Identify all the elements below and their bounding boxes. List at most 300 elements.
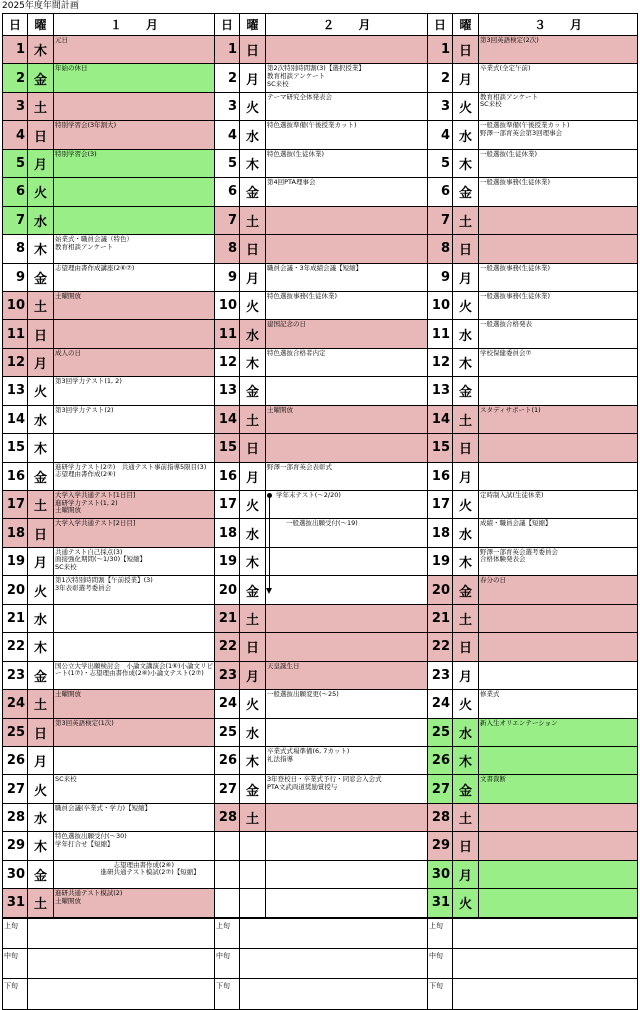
weekday-label: 火 <box>453 889 479 916</box>
day-number: 12 <box>428 349 453 376</box>
day-row <box>3 434 214 462</box>
event-text: 土曜開放 <box>55 690 81 699</box>
event-text: 定時制入試(生徒休業) <box>480 491 544 499</box>
day-row <box>428 832 637 860</box>
weekday-label: 金 <box>240 178 266 205</box>
day-number: 29 <box>3 832 28 859</box>
event-text: 成績・職員会議【短縮】 <box>480 519 552 528</box>
day-row <box>428 36 637 64</box>
day-number: 10 <box>3 292 28 319</box>
day-row <box>428 292 637 320</box>
event-text: スタディサポート(1) <box>480 405 541 414</box>
day-row <box>428 377 637 405</box>
weekday-label: 水 <box>28 605 54 632</box>
event-text <box>479 747 637 774</box>
event-text <box>266 36 427 63</box>
day-row <box>3 804 214 832</box>
day-row <box>215 662 427 690</box>
period-label: 中旬 <box>3 949 28 978</box>
weekday-label: 金 <box>453 576 479 603</box>
day-number: 6 <box>215 178 240 205</box>
day-number: 14 <box>428 406 453 433</box>
period-row <box>215 949 427 979</box>
day-row <box>215 235 427 263</box>
day-number: 26 <box>428 747 453 774</box>
weekday-label: 木 <box>28 832 54 859</box>
weekday-label: 水 <box>453 121 479 148</box>
period-row <box>428 919 637 949</box>
weekday-label: 金 <box>240 576 266 603</box>
event-text <box>266 605 427 632</box>
period-label: 中旬 <box>215 949 240 978</box>
day-number: 30 <box>428 861 453 888</box>
day-row <box>215 463 427 491</box>
day-number: 19 <box>428 548 453 575</box>
event-text: テーマ研究全体発表会 <box>267 92 332 101</box>
event-text: 一般選抜合格発表 <box>480 320 532 329</box>
day-row <box>215 93 427 121</box>
day-number: 2 <box>215 64 240 91</box>
month-header <box>428 14 637 36</box>
day-number: 21 <box>215 605 240 632</box>
day-row <box>3 519 214 547</box>
event-text: 学校保健委員会⑦ <box>480 348 532 357</box>
event-text: 第3回英語検定(2次) <box>480 36 539 44</box>
weekday-label: 火 <box>453 93 479 120</box>
event-text: 第3回学力テスト(2) <box>55 405 114 414</box>
day-number: 30 <box>3 861 28 888</box>
day-number: 19 <box>215 548 240 575</box>
weekday-label: 日 <box>240 434 266 461</box>
weekday-label: 土 <box>28 690 54 717</box>
day-row <box>215 832 427 860</box>
month-header <box>215 14 427 36</box>
day-number: 9 <box>428 264 453 291</box>
day-row <box>428 93 637 121</box>
day-row <box>428 747 637 775</box>
period-notes-cell <box>453 949 637 978</box>
day-number: 23 <box>3 662 28 689</box>
day-number: 21 <box>428 605 453 632</box>
event-text <box>479 662 637 689</box>
weekday-label: 水 <box>28 804 54 831</box>
day-row <box>428 804 637 832</box>
day-number: 9 <box>3 264 28 291</box>
weekday-label: 水 <box>240 719 266 746</box>
event-text <box>479 861 637 888</box>
weekday-label: 水 <box>240 519 266 546</box>
event-text: 第1次特別時間割【午前授業】(3) 3年表彰選考委員会 <box>55 576 153 592</box>
document-title: 2025年度年間計画 <box>2 1 79 11</box>
day-number: 3 <box>215 93 240 120</box>
event-text: 一般選抜準備(午後授業カット) 野澤一部育英会第3回理事会 <box>480 121 570 137</box>
day-row <box>215 519 427 547</box>
event-text: 国公立大学出願検討会 小論文講演会(1⑥)小論文リピート(1⑦)・志望理由書作成(2⑥)小論文テスト(2⑦) <box>55 661 214 678</box>
month-column-2 <box>215 14 428 918</box>
weekday-label: 火 <box>453 690 479 717</box>
day-row <box>3 406 214 434</box>
day-row <box>3 207 214 235</box>
period-label: 下旬 <box>215 979 240 1009</box>
weekday-header: 曜 <box>28 14 54 35</box>
period-notes-cell <box>240 919 427 948</box>
day-row <box>215 804 427 832</box>
weekday-label: 月 <box>28 747 54 774</box>
period-row <box>428 949 637 979</box>
day-row <box>215 861 427 889</box>
event-text: 春分の日 <box>480 576 506 585</box>
event-text: 天皇誕生日 <box>267 661 300 670</box>
event-text: 第4回PTA理事会 <box>267 178 316 187</box>
event-text: 志望理由書作成講座(2⑥⑦) <box>55 263 135 272</box>
day-row <box>428 121 637 149</box>
event-text: 第3回学力テスト(1, 2) <box>55 377 122 386</box>
weekday-label: 木 <box>28 235 54 262</box>
day-number: 2 <box>428 64 453 91</box>
weekday-label: 火 <box>240 93 266 120</box>
event-text: 元日 <box>55 36 68 44</box>
event-text <box>266 889 427 916</box>
event-text <box>266 633 427 660</box>
day-row <box>215 434 427 462</box>
weekday-label: 金 <box>240 775 266 802</box>
day-number <box>215 832 240 859</box>
event-text <box>479 889 637 916</box>
day-number: 20 <box>428 576 453 603</box>
weekday-label: 月 <box>453 861 479 888</box>
day-row <box>3 178 214 206</box>
day-number: 8 <box>3 235 28 262</box>
event-text <box>266 434 427 461</box>
day-row <box>3 548 214 576</box>
day-row <box>215 889 427 917</box>
day-number: 14 <box>215 406 240 433</box>
calendar-table <box>2 13 638 1010</box>
day-row <box>215 150 427 178</box>
day-row <box>3 264 214 292</box>
weekday-label: 土 <box>453 406 479 433</box>
event-text <box>479 605 637 632</box>
weekday-label: 木 <box>28 36 54 63</box>
weekday-label: 日 <box>28 121 54 148</box>
weekday-label: 月 <box>240 662 266 689</box>
weekday-label: 日 <box>240 633 266 660</box>
event-text: 土曜開放 <box>55 291 81 300</box>
weekday-label: 水 <box>240 121 266 148</box>
day-row <box>3 320 214 348</box>
event-text: 職員会議・3年成績会議【短縮】 <box>267 263 363 272</box>
day-row <box>215 178 427 206</box>
weekday-label: 金 <box>28 264 54 291</box>
weekday-label: 土 <box>240 406 266 433</box>
day-number: 4 <box>215 121 240 148</box>
weekday-label: 火 <box>240 491 266 518</box>
day-number: 24 <box>215 690 240 717</box>
day-row <box>215 548 427 576</box>
event-text: 一般選抜(生徒休業) <box>480 149 538 158</box>
event-text: 成人の日 <box>55 348 81 357</box>
day-row <box>3 292 214 320</box>
weekday-label: 月 <box>453 264 479 291</box>
event-text: 3年登校日・卒業式予行・同窓会入会式 PTA文武両道奨励賞授与 <box>267 775 382 791</box>
event-text <box>479 832 637 859</box>
event-text: 野澤一部育英会選考委員会 合格体験発表会 <box>480 547 558 564</box>
day-number: 20 <box>215 576 240 603</box>
event-text: 文書裁断 <box>480 775 506 784</box>
event-text <box>54 207 214 234</box>
day-number: 27 <box>215 775 240 802</box>
month-name: ２ 月 <box>322 18 371 32</box>
day-row <box>215 349 427 377</box>
day-number: 11 <box>215 320 240 347</box>
weekday-label: 木 <box>240 349 266 376</box>
weekday-label: 金 <box>240 377 266 404</box>
period-notes-cell <box>240 949 427 978</box>
day-row <box>428 719 637 747</box>
day-row <box>215 491 427 519</box>
period-row <box>215 919 427 949</box>
weekday-label: 水 <box>28 207 54 234</box>
day-row <box>3 719 214 747</box>
period-column-3 <box>428 919 637 1009</box>
day-number: 26 <box>215 747 240 774</box>
period-label: 中旬 <box>428 949 453 978</box>
weekday-label: 日 <box>453 235 479 262</box>
day-number: 17 <box>428 491 453 518</box>
day-number: 22 <box>3 633 28 660</box>
day-row <box>428 349 637 377</box>
day-row <box>215 605 427 633</box>
day-number: 15 <box>215 434 240 461</box>
day-row <box>428 576 637 604</box>
day-row <box>3 633 214 661</box>
day-number: 4 <box>3 121 28 148</box>
day-number: 8 <box>428 235 453 262</box>
day-row <box>215 747 427 775</box>
weekday-label: 木 <box>453 150 479 177</box>
day-row <box>3 349 214 377</box>
day-number: 13 <box>3 377 28 404</box>
day-number: 26 <box>3 747 28 774</box>
weekday-label: 木 <box>240 548 266 575</box>
weekday-label: 火 <box>240 292 266 319</box>
day-row <box>428 406 637 434</box>
weekday-label: 金 <box>28 662 54 689</box>
day-number: 24 <box>3 690 28 717</box>
day-number: 17 <box>3 491 28 518</box>
weekday-label: 月 <box>453 463 479 490</box>
event-text: SC来校 <box>55 775 77 784</box>
event-text <box>54 605 214 632</box>
event-text: 第3回英語検定(1次) <box>55 718 114 727</box>
day-row <box>3 463 214 491</box>
day-number: 23 <box>428 662 453 689</box>
day-row <box>3 605 214 633</box>
day-number: 16 <box>3 463 28 490</box>
day-number: 1 <box>215 36 240 63</box>
day-row <box>3 832 214 860</box>
day-number: 1 <box>3 36 28 63</box>
day-row <box>215 64 427 92</box>
day-row <box>428 605 637 633</box>
period-notes <box>3 918 637 1009</box>
event-text: 志望理由書作成(2⑥) 進研共通テスト模試(2⑦)【短縮】 <box>100 860 200 877</box>
weekday-label: 月 <box>28 349 54 376</box>
period-notes-cell <box>453 919 637 948</box>
event-text <box>479 463 637 490</box>
weekday-label: 土 <box>240 207 266 234</box>
event-text: 一般選抜出願受付(～19) <box>286 519 358 528</box>
event-text: 職員会議(卒業式・学力)【短縮】 <box>55 803 152 812</box>
weekday-label: 火 <box>28 775 54 802</box>
weekday-label: 金 <box>28 463 54 490</box>
weekday-label: 金 <box>453 178 479 205</box>
weekday-label: 土 <box>28 292 54 319</box>
day-number: 17 <box>215 491 240 518</box>
weekday-label: 木 <box>453 747 479 774</box>
day-row <box>3 775 214 803</box>
weekday-label: 日 <box>28 519 54 546</box>
day-row <box>428 150 637 178</box>
weekday-label: 水 <box>240 320 266 347</box>
day-row <box>3 889 214 917</box>
event-text: 一般選抜事務(生徒休業) <box>480 263 551 272</box>
day-number: 9 <box>215 264 240 291</box>
period-notes-cell <box>240 979 427 1009</box>
weekday-label: 木 <box>240 747 266 774</box>
day-row <box>3 491 214 519</box>
event-text: 卒業式式場準備(6, 7カット) 礼法指導 <box>267 746 350 763</box>
day-number: 22 <box>215 633 240 660</box>
day-header: 日 <box>428 14 453 35</box>
day-row <box>3 576 214 604</box>
day-number <box>215 889 240 916</box>
day-row <box>215 719 427 747</box>
weekday-label: 月 <box>453 64 479 91</box>
weekday-label: 土 <box>453 605 479 632</box>
weekday-label: 水 <box>453 519 479 546</box>
day-number: 15 <box>3 434 28 461</box>
weekday-label: 土 <box>28 889 54 916</box>
event-text: 野澤一部育英会表彰式 <box>267 462 332 471</box>
day-number: 19 <box>3 548 28 575</box>
weekday-label: 水 <box>453 719 479 746</box>
event-text: 始業式・職員会議（特色） 教育相談アンケート <box>55 235 133 251</box>
weekday-label: 日 <box>28 719 54 746</box>
day-row <box>215 292 427 320</box>
day-row <box>215 121 427 149</box>
day-row <box>428 519 637 547</box>
weekday-label: 日 <box>453 633 479 660</box>
weekday-label: 金 <box>453 377 479 404</box>
event-text <box>54 320 214 347</box>
day-row <box>3 747 214 775</box>
day-number: 20 <box>3 576 28 603</box>
day-number: 11 <box>428 320 453 347</box>
weekday-label: 木 <box>28 633 54 660</box>
day-row <box>428 690 637 718</box>
day-number: 29 <box>428 832 453 859</box>
weekday-label: 月 <box>240 463 266 490</box>
day-number: 22 <box>428 633 453 660</box>
weekday-label: 金 <box>28 64 54 91</box>
day-number: 27 <box>3 775 28 802</box>
weekday-label: 木 <box>453 349 479 376</box>
day-number: 5 <box>215 150 240 177</box>
event-text <box>266 548 427 575</box>
weekday-label: 月 <box>28 150 54 177</box>
day-row <box>215 690 427 718</box>
weekday-label: 火 <box>28 178 54 205</box>
day-row <box>3 121 214 149</box>
day-number: 11 <box>3 320 28 347</box>
weekday-label: 火 <box>453 292 479 319</box>
event-text <box>479 633 637 660</box>
day-number: 28 <box>215 804 240 831</box>
weekday-label: 月 <box>240 264 266 291</box>
day-row <box>428 235 637 263</box>
weekday-label: 木 <box>453 548 479 575</box>
day-number: 25 <box>3 719 28 746</box>
event-text: 一般選抜事務(生徒休業) <box>480 178 551 187</box>
day-number <box>215 861 240 888</box>
event-text <box>54 178 214 205</box>
weekday-label: 土 <box>28 93 54 120</box>
day-number: 31 <box>428 889 453 916</box>
month-name: １ 月 <box>109 18 158 32</box>
day-row <box>215 264 427 292</box>
weekday-label: 月 <box>453 662 479 689</box>
day-row <box>3 235 214 263</box>
day-number: 8 <box>215 235 240 262</box>
day-number: 7 <box>215 207 240 234</box>
event-text: 進研学力テスト(2⑦) 共通テスト事前指導5限目(3) 志望理由書作成(2⑥) <box>55 462 207 479</box>
day-row <box>215 207 427 235</box>
event-text <box>479 434 637 461</box>
weekday-label: 日 <box>453 434 479 461</box>
day-row <box>3 861 214 889</box>
event-text: 進研共通テスト模試(2) 土曜開放 <box>55 889 123 905</box>
weekday-label: 水 <box>453 320 479 347</box>
day-number: 12 <box>215 349 240 376</box>
weekday-label: 木 <box>28 434 54 461</box>
weekday-label: 火 <box>28 576 54 603</box>
period-label: 上旬 <box>3 919 28 948</box>
day-number: 3 <box>3 93 28 120</box>
event-text: 教育相談アンケート SC来校 <box>480 92 539 109</box>
day-row <box>428 434 637 462</box>
weekday-label: 日 <box>28 320 54 347</box>
day-number: 5 <box>428 150 453 177</box>
day-row <box>428 207 637 235</box>
weekday-label: 水 <box>28 406 54 433</box>
day-number: 13 <box>215 377 240 404</box>
day-number: 21 <box>3 605 28 632</box>
weekday-label: 火 <box>28 377 54 404</box>
period-row <box>215 979 427 1009</box>
day-row <box>3 377 214 405</box>
weekday-label: 金 <box>28 861 54 888</box>
day-number: 27 <box>428 775 453 802</box>
day-number: 2 <box>3 64 28 91</box>
day-number: 12 <box>3 349 28 376</box>
period-row <box>3 919 214 949</box>
day-row <box>428 491 637 519</box>
day-number: 7 <box>3 207 28 234</box>
event-text: 修業式 <box>480 690 500 699</box>
day-row <box>428 463 637 491</box>
event-text: 一般選抜事務(生徒休業) <box>480 291 551 300</box>
